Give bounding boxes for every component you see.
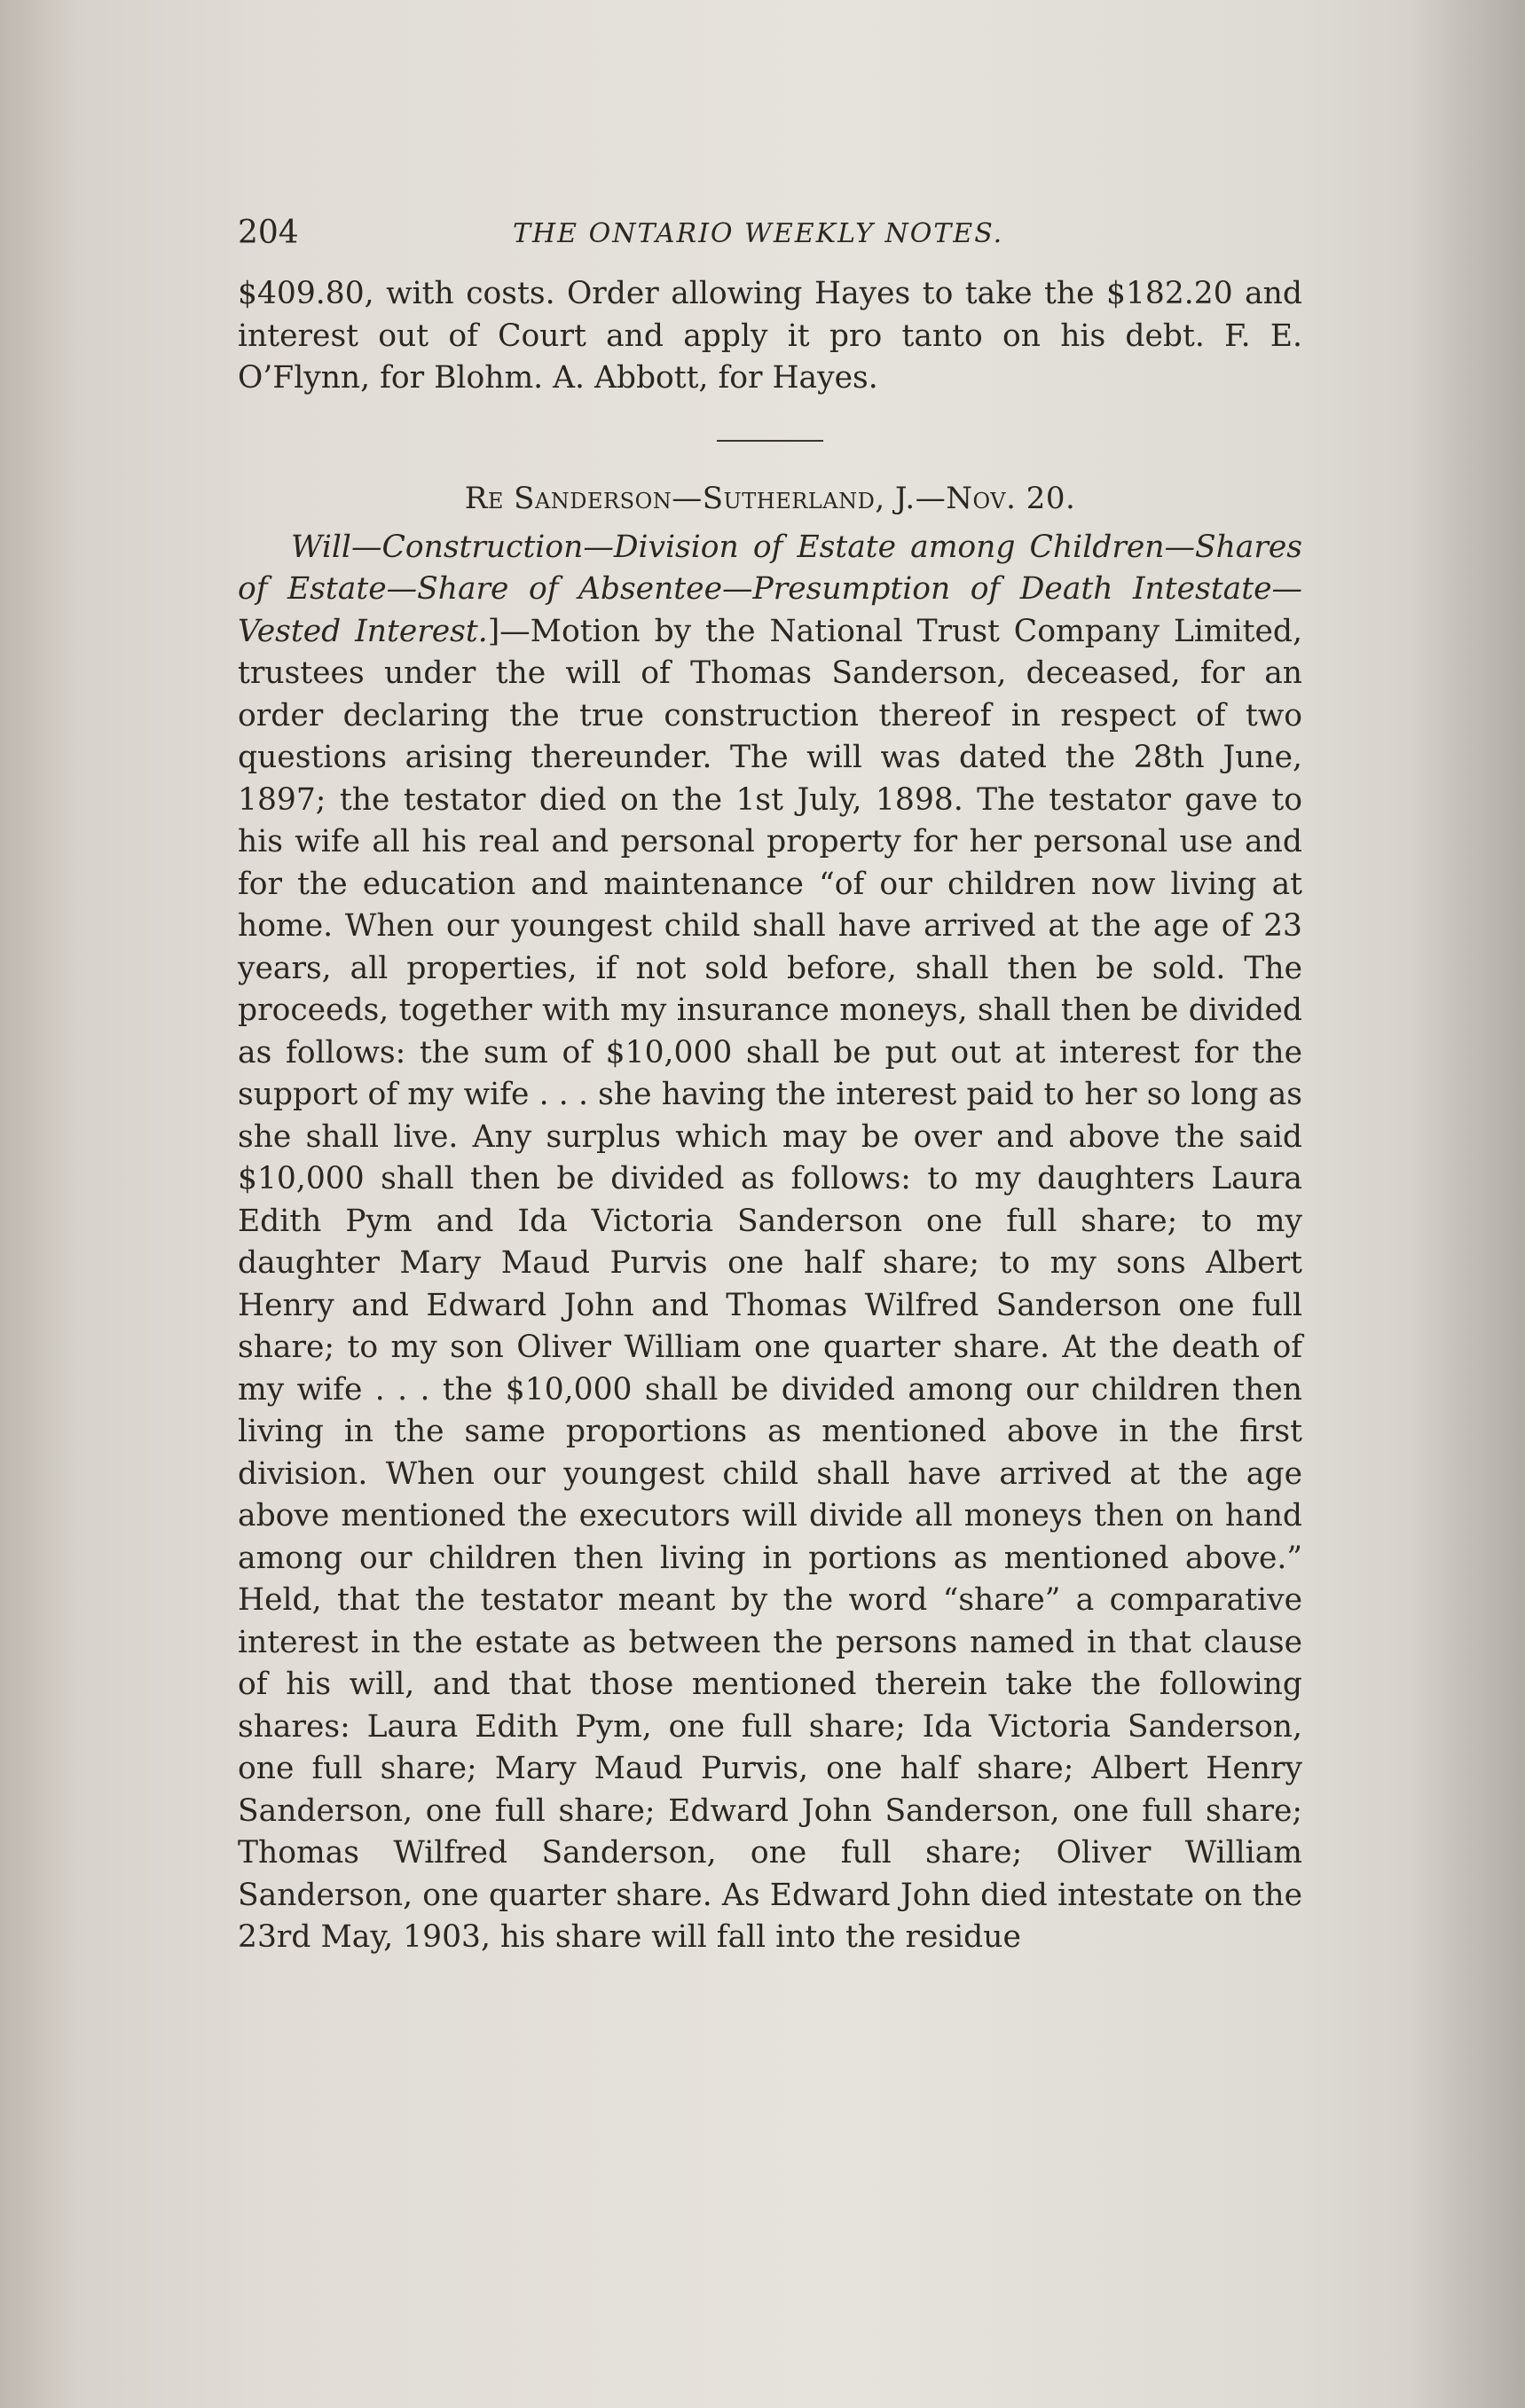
case-heading-judge-suffix: , J.— [875, 480, 947, 516]
case-heading-date: . 20. [1006, 480, 1076, 516]
case-heading-dash: — [672, 480, 703, 516]
case-heading [238, 477, 1302, 520]
journal-title: THE ONTARIO WEEKLY NOTES. [513, 218, 1004, 249]
case-subject: Will—Construction—Division of Estate among Children—Shares of Estate—Share of Absentee—Presumption of Death Intestate—Vested Interest. [238, 529, 1302, 649]
case-heading-judge: Sutherland [702, 480, 876, 516]
section-divider [717, 440, 823, 442]
previous-case-ending: $409.80, with costs. Order allowing Hayes to take the $182.20 and interest out of Court and apply it pro tanto on his debt. F. E. O’Flynn, for Blohm. A. Abbott, for Hayes. [238, 276, 1302, 396]
running-head [238, 195, 1302, 257]
case-heading-name: Sanderson [514, 480, 672, 516]
page-gutter-shadow [0, 0, 80, 2408]
page-edge-shadow [1410, 0, 1525, 2408]
case-heading-month: Nov [946, 480, 1007, 516]
case-headnote [238, 527, 1302, 1959]
case-body: ]—Motion by the National Trust Company Limited, trustees under the will of Thomas Sanderson, deceased, for an order declaring the true construction thereof in respect of two questions arising thereunder. The will was dated the 28th June, 1897; the testator died on the 1st July, 1898. The testator gave to his wife all his real and personal property for her personal use and for the education and maintenance “of our children now living at home. When our youngest child shall have arrived at the age of 23 years, all properties, if not sold before, shall then be sold. The proceeds, together with my insurance moneys, shall then be divided as follows: the sum of $10,000 shall be put out at interest for the support of my wife . . . she having the interest paid to her so long as she shall live. Any surplus which may be over and above the said $10,000 shall then be divided as follows: to my daughters Laura Edith Pym and Ida Victoria Sanderson one full share; to my daughter Mary Maud Purvis one half share; to my sons Albert Henry and Edward John and Thomas Wilfred Sanderson one full share; to my son Oliver William one quarter share. At the death of my wife . . . the $10,000 shall be divided among our children then living in the same proportions as mentioned above in the first division. When our youngest child shall have arrived at the age above mentioned the executors will divide all moneys then on hand among our children then living in portions as mentioned above.” Held, that the testator meant by the word “share” a comparative interest in the estate as between the persons named in that clause of his will, and that those mentioned therein take the following shares: Laura Edith Pym, one full share; Ida Victoria Sanderson, one full share; Mary Maud Purvis, one half share; Albert Henry Sanderson, one full share; Edward John Sanderson, one full share; Thomas Wilfred Sanderson, one full share; Oliver William Sanderson, one quarter share. As Edward John died intestate on the 23rd May, 1903, his share will fall into the residue [238, 613, 1302, 1955]
text-block [238, 195, 1302, 1959]
case-heading-re: Re [464, 480, 504, 516]
page-number: 204 [238, 215, 299, 251]
